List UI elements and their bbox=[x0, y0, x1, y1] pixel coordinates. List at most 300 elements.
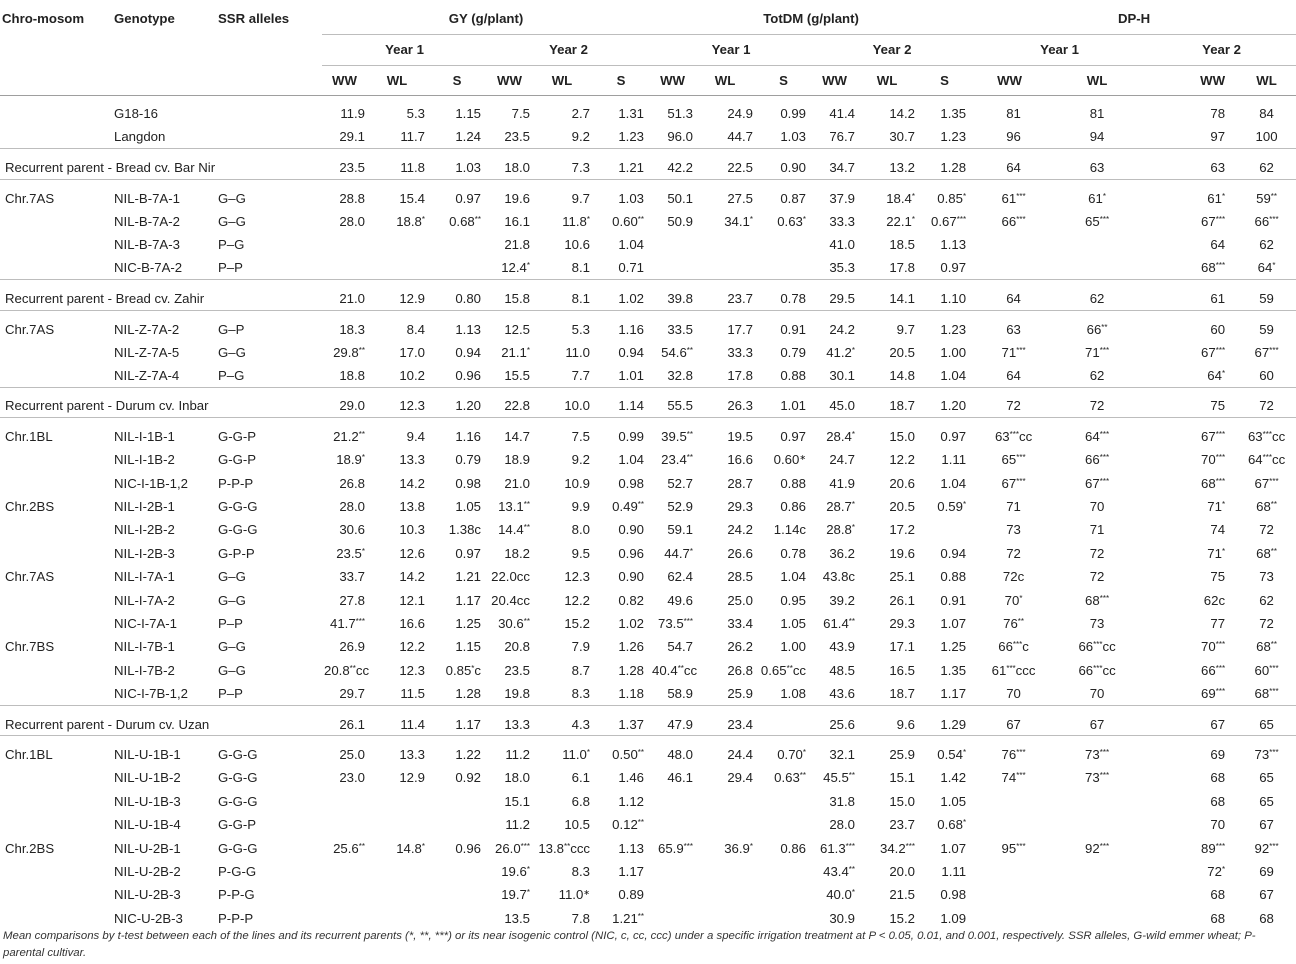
table-row bbox=[0, 471, 1296, 494]
value-cell: 19.8 bbox=[504, 685, 530, 701]
value-cell: 61* bbox=[1147, 179, 1237, 209]
value-cell: 26.6 bbox=[727, 545, 754, 561]
value-cell: 0.85* bbox=[917, 179, 972, 209]
value-cell: 35.3 bbox=[829, 260, 856, 276]
value-cell: 1.04 bbox=[780, 569, 807, 585]
value-cell: 20.6 bbox=[889, 475, 916, 491]
value-cell bbox=[695, 790, 755, 813]
value-cell: 12.2 bbox=[564, 592, 590, 608]
value-cell: 18.7 bbox=[889, 685, 916, 701]
value-cell: 30.6** bbox=[498, 616, 530, 631]
value-cell: 17.8 bbox=[889, 260, 916, 276]
value-cell: 0.98 bbox=[618, 475, 645, 491]
value-cell: 47.9 bbox=[650, 705, 695, 735]
value-cell: 0.59* bbox=[937, 499, 967, 515]
value-cell: 0.85*c bbox=[445, 662, 481, 678]
value-cell: 9.6 bbox=[857, 705, 917, 735]
ssr-cell: G–G bbox=[216, 179, 322, 209]
ssr-cell bbox=[216, 95, 322, 125]
value-cell: 0.94 bbox=[618, 344, 645, 360]
sub-header-ww: WW bbox=[812, 65, 857, 95]
value-cell: 67*** bbox=[1085, 475, 1110, 491]
value-cell: 19.6 bbox=[889, 545, 916, 561]
ssr-cell: G-P-P bbox=[218, 545, 255, 561]
value-cell: 75 bbox=[1147, 387, 1237, 417]
value-cell: 1.24 bbox=[455, 129, 481, 145]
value-cell bbox=[367, 233, 427, 256]
value-cell: 43.9 bbox=[829, 639, 856, 655]
value-cell: 7.9 bbox=[571, 639, 590, 655]
value-cell: 1.04 bbox=[618, 452, 645, 468]
value-cell: 30.9 bbox=[829, 910, 856, 926]
value-cell: 51.3 bbox=[650, 95, 695, 125]
value-cell: 0.90 bbox=[618, 522, 645, 538]
chromosome-cell bbox=[0, 907, 112, 930]
value-cell: 1.23 bbox=[940, 129, 967, 145]
value-cell: 1.23 bbox=[618, 129, 645, 145]
value-cell bbox=[755, 813, 812, 836]
value-cell: 6.8 bbox=[571, 793, 590, 809]
value-cell: 63***cc bbox=[1237, 418, 1296, 448]
value-cell: 15.1 bbox=[889, 770, 916, 786]
value-cell: 25.9 bbox=[857, 736, 917, 766]
value-cell: 41.9 bbox=[829, 475, 856, 491]
value-cell: 33.3 bbox=[727, 344, 754, 360]
chromosome-cell bbox=[0, 448, 112, 471]
value-cell: 68 bbox=[1210, 887, 1226, 903]
ssr-cell: G–G bbox=[218, 592, 246, 608]
value-cell bbox=[755, 907, 812, 930]
value-cell: 1.16 bbox=[427, 418, 487, 448]
value-cell: 59 bbox=[1237, 280, 1296, 310]
value-cell: 0.96 bbox=[618, 545, 645, 561]
value-cell: 21.0 bbox=[322, 280, 367, 310]
value-cell bbox=[322, 813, 367, 836]
value-cell: 62 bbox=[1259, 237, 1274, 253]
value-cell: 0.63** bbox=[774, 770, 807, 786]
genotype-cell: NIL-U-1B-1 bbox=[112, 736, 216, 766]
value-cell bbox=[427, 813, 487, 836]
value-cell: 12.9 bbox=[399, 770, 425, 786]
value-cell: 72 bbox=[1237, 387, 1296, 417]
value-cell bbox=[367, 813, 427, 836]
value-cell: 64 bbox=[1006, 367, 1021, 383]
value-cell: 1.28 bbox=[455, 685, 481, 701]
value-cell: 67*** bbox=[1254, 475, 1279, 491]
table-row bbox=[0, 341, 1296, 364]
col-header-totdm: TotDM (g/plant) bbox=[650, 0, 972, 34]
value-cell: 72c bbox=[1002, 569, 1025, 585]
value-cell: 1.03 bbox=[427, 149, 487, 179]
value-cell: 14.8 bbox=[889, 367, 916, 383]
ssr-cell bbox=[216, 125, 322, 148]
value-cell: 34.7 bbox=[812, 149, 857, 179]
value-cell: 0.70* bbox=[755, 736, 812, 766]
value-cell: 26.1 bbox=[889, 592, 916, 608]
value-cell: 70 bbox=[1210, 817, 1226, 833]
ssr-cell: P–P bbox=[218, 616, 243, 631]
value-cell: 19.5 bbox=[695, 418, 755, 448]
value-cell: 67 bbox=[1259, 817, 1274, 833]
value-cell: 0.79 bbox=[780, 344, 807, 360]
value-cell: 13.2 bbox=[857, 149, 917, 179]
value-cell: 69 bbox=[1147, 736, 1237, 766]
value-cell: 5.3 bbox=[532, 310, 592, 340]
value-cell: 20.8 bbox=[504, 639, 530, 655]
value-cell: 1.07 bbox=[940, 840, 967, 856]
value-cell: 34.2*** bbox=[880, 840, 916, 856]
value-cell: 61* bbox=[1047, 179, 1147, 209]
genotype-cell: NIC-I-7B-1,2 bbox=[114, 685, 189, 701]
value-cell: 23.5 bbox=[504, 129, 530, 145]
table-row bbox=[0, 448, 1296, 471]
value-cell: 1.03 bbox=[592, 179, 650, 209]
value-cell: 12.2 bbox=[889, 452, 916, 468]
value-cell: 12.9 bbox=[367, 280, 427, 310]
ssr-cell: P–G bbox=[218, 237, 245, 253]
value-cell: 58.9 bbox=[667, 685, 694, 701]
table-row bbox=[0, 310, 1296, 340]
value-cell bbox=[695, 256, 755, 279]
value-cell: 30.7 bbox=[889, 129, 916, 145]
value-cell: 36.9* bbox=[724, 840, 754, 856]
value-cell: 14.7 bbox=[487, 418, 532, 448]
value-cell: 0.78 bbox=[780, 545, 807, 561]
value-cell: 43.8c bbox=[822, 569, 856, 585]
value-cell: 10.2 bbox=[399, 367, 425, 383]
value-cell: 0.60∗ bbox=[773, 452, 807, 468]
value-cell: 10.6 bbox=[564, 237, 590, 253]
value-cell: 0.88 bbox=[780, 367, 807, 383]
value-cell: 63***cc bbox=[972, 418, 1047, 448]
value-cell: 100 bbox=[1255, 129, 1278, 145]
value-cell: 89*** bbox=[1201, 840, 1226, 856]
ssr-cell: G-G-G bbox=[216, 736, 322, 766]
value-cell: 0.94 bbox=[455, 344, 481, 360]
gy-year1-header: Year 1 bbox=[322, 34, 487, 65]
value-cell bbox=[367, 790, 427, 813]
value-cell: 73 bbox=[1006, 522, 1021, 538]
value-cell: 0.96 bbox=[455, 840, 481, 856]
value-cell: 14.2 bbox=[857, 95, 917, 125]
value-cell: 71* bbox=[1207, 499, 1226, 515]
value-cell: 29.1 bbox=[339, 129, 365, 145]
value-cell: 64* bbox=[1207, 367, 1226, 383]
chromosome-cell bbox=[0, 233, 112, 256]
value-cell: 42.2 bbox=[650, 149, 695, 179]
value-cell: 28.4* bbox=[812, 418, 857, 448]
chromosome-cell bbox=[0, 813, 112, 836]
footnote: Mean comparisons by t-test between each of the lines and its recurrent parents (*, **, ***) or its near isogenic control (NIC, c, cc, ccc) under a specific irrigation treatment at P < 0.05, 0.01, and 0.001, respectively. SSR alleles, G-wild emmer wheat; P-parental cultivar. bbox=[3, 930, 1256, 959]
value-cell bbox=[367, 883, 427, 906]
value-cell: 1.17 bbox=[618, 863, 645, 879]
value-cell: 21.1* bbox=[501, 344, 530, 360]
value-cell: 71* bbox=[1207, 545, 1226, 561]
value-cell: 1.01 bbox=[618, 367, 645, 383]
value-cell: 10.0 bbox=[532, 387, 592, 417]
ssr-cell: G–G bbox=[218, 213, 246, 229]
value-cell: 1.13 bbox=[940, 237, 967, 253]
value-cell: 12.3 bbox=[367, 387, 427, 417]
value-cell: 18.5 bbox=[889, 237, 916, 253]
value-cell: 7.5 bbox=[487, 95, 532, 125]
value-cell: 43.6 bbox=[829, 685, 856, 701]
value-cell: 66** bbox=[1047, 310, 1147, 340]
value-cell: 1.29 bbox=[917, 705, 972, 735]
chromosome-cell bbox=[0, 125, 112, 148]
value-cell: 0.68** bbox=[449, 213, 481, 229]
value-cell: 1.02 bbox=[618, 616, 645, 631]
value-cell bbox=[1047, 790, 1147, 813]
value-cell: 10.9 bbox=[564, 475, 590, 491]
value-cell: 1.21** bbox=[612, 910, 645, 926]
value-cell: 1.21 bbox=[592, 149, 650, 179]
value-cell: 92*** bbox=[1085, 840, 1110, 856]
value-cell: 68*** bbox=[1201, 475, 1226, 491]
value-cell: 25.0 bbox=[727, 592, 754, 608]
dph-year1-header: Year 1 bbox=[972, 34, 1147, 65]
ssr-cell: G–G bbox=[218, 569, 246, 585]
value-cell: 0.88 bbox=[940, 569, 967, 585]
value-cell bbox=[427, 256, 487, 279]
value-cell: 23.5 bbox=[504, 662, 530, 678]
value-cell: 26.9 bbox=[339, 639, 365, 655]
value-cell: 0.65**cc bbox=[760, 662, 807, 678]
value-cell: 1.07 bbox=[940, 616, 967, 631]
value-cell: 0.97 bbox=[940, 260, 967, 276]
sub-header-s: S bbox=[427, 65, 487, 95]
value-cell: 1.17 bbox=[427, 705, 487, 735]
value-cell bbox=[972, 233, 1047, 256]
value-cell: 1.01 bbox=[755, 387, 812, 417]
value-cell: 1.25 bbox=[455, 616, 481, 631]
value-cell: 66*** bbox=[1254, 213, 1279, 229]
value-cell: 13.5 bbox=[504, 910, 530, 926]
table-row bbox=[0, 95, 1296, 125]
value-cell: 20.5 bbox=[889, 499, 916, 515]
value-cell: 67*** bbox=[1201, 344, 1226, 360]
value-cell: 22.8 bbox=[487, 387, 532, 417]
value-cell: 34.1* bbox=[724, 213, 754, 229]
value-cell: 18.4* bbox=[857, 179, 917, 209]
value-cell: 1.09 bbox=[940, 910, 967, 926]
value-cell: 9.5 bbox=[571, 545, 590, 561]
value-cell: 26.8 bbox=[727, 662, 754, 678]
value-cell: 28.7 bbox=[727, 475, 754, 491]
value-cell: 76.7 bbox=[829, 129, 856, 145]
value-cell: 62c bbox=[1203, 592, 1226, 608]
value-cell: 67 bbox=[1147, 705, 1237, 735]
ssr-cell: G–G bbox=[218, 344, 246, 360]
value-cell: 1.11 bbox=[941, 452, 967, 468]
genotype-cell: Langdon bbox=[114, 129, 166, 145]
value-cell: 70* bbox=[1004, 592, 1023, 608]
value-cell: 1.04 bbox=[940, 367, 967, 383]
table-row bbox=[0, 766, 1296, 789]
value-cell: 73*** bbox=[1085, 770, 1110, 786]
value-cell: 29.7 bbox=[339, 685, 365, 701]
genotype-cell: NIC-U-2B-3 bbox=[114, 910, 183, 926]
ssr-cell: P-P-G bbox=[218, 887, 255, 903]
value-cell: 0.54* bbox=[917, 736, 972, 766]
value-cell bbox=[427, 907, 487, 930]
sub-header-wl: WL bbox=[695, 65, 755, 95]
value-cell: 70 bbox=[1089, 499, 1105, 515]
value-cell bbox=[650, 813, 695, 836]
value-cell: 0.90 bbox=[618, 569, 645, 585]
value-cell: 0.98 bbox=[940, 887, 967, 903]
value-cell: 0.97 bbox=[427, 179, 487, 209]
value-cell: 8.4 bbox=[367, 310, 427, 340]
value-cell: 36.2 bbox=[829, 545, 856, 561]
value-cell: 23.5* bbox=[336, 545, 365, 561]
sub-header-wl: WL bbox=[1047, 65, 1147, 95]
genotype-cell: NIC-B-7A-2 bbox=[114, 260, 183, 276]
value-cell: 67*** bbox=[1254, 344, 1279, 360]
value-cell: 20.8**cc bbox=[324, 662, 370, 678]
value-cell: 7.5 bbox=[532, 418, 592, 448]
col-header-chromosome: Chro-mosom bbox=[2, 11, 85, 26]
value-cell: 70*** bbox=[1201, 452, 1226, 468]
value-cell: 63 bbox=[1047, 149, 1147, 179]
totdm-year2-header: Year 2 bbox=[812, 34, 972, 65]
genotype-cell: NIL-B-7A-2 bbox=[114, 213, 180, 229]
value-cell bbox=[1047, 233, 1147, 256]
value-cell: 24.7 bbox=[829, 452, 856, 468]
col-header-dph: DP-H bbox=[972, 0, 1296, 34]
value-cell: 72 bbox=[1047, 387, 1147, 417]
value-cell: 21.8 bbox=[504, 237, 530, 253]
value-cell: 0.91 bbox=[755, 310, 812, 340]
value-cell: 60*** bbox=[1254, 662, 1279, 678]
chromosome-cell bbox=[0, 659, 112, 682]
value-cell bbox=[322, 256, 367, 279]
value-cell: 1.25 bbox=[940, 639, 967, 655]
value-cell: 1.28 bbox=[618, 662, 645, 678]
genotype-cell: NIC-I-7A-1 bbox=[114, 616, 178, 631]
value-cell bbox=[695, 813, 755, 836]
value-cell bbox=[367, 860, 427, 883]
value-cell: 18.2 bbox=[504, 545, 530, 561]
sub-header-ww: WW bbox=[1147, 65, 1237, 95]
value-cell: 28.0 bbox=[829, 817, 856, 833]
table-row bbox=[0, 883, 1296, 906]
value-cell: 0.99 bbox=[755, 95, 812, 125]
value-cell: 0.82 bbox=[618, 592, 645, 608]
value-cell: 65.9*** bbox=[658, 840, 694, 856]
value-cell: 1.21 bbox=[455, 569, 481, 585]
table-row bbox=[0, 635, 1296, 658]
value-cell: 23.7 bbox=[695, 280, 755, 310]
ssr-cell: P–G bbox=[218, 367, 245, 383]
value-cell: 65*** bbox=[1085, 213, 1110, 229]
value-cell: 0.50** bbox=[592, 736, 650, 766]
value-cell: 48.0 bbox=[650, 736, 695, 766]
value-cell: 25.0 bbox=[322, 736, 367, 766]
value-cell: 10.5 bbox=[564, 817, 590, 833]
value-cell bbox=[650, 233, 695, 256]
value-cell: 1.22 bbox=[427, 736, 487, 766]
value-cell: 67*** bbox=[1147, 418, 1237, 448]
value-cell: 50.1 bbox=[650, 179, 695, 209]
value-cell bbox=[1047, 256, 1147, 279]
value-cell: 1.05 bbox=[780, 616, 807, 631]
value-cell: 68 bbox=[1259, 910, 1274, 926]
value-cell: 61*** bbox=[972, 179, 1047, 209]
recurrent-parent-label: Recurrent parent - Durum cv. Inbar bbox=[0, 387, 322, 417]
value-cell: 29.3 bbox=[727, 499, 754, 515]
value-cell: 0.86 bbox=[780, 840, 807, 856]
value-cell: 15.1 bbox=[504, 793, 530, 809]
value-cell: 40.0* bbox=[826, 887, 856, 903]
chromosome-cell: Chr.7AS bbox=[5, 569, 55, 585]
value-cell: 71 bbox=[1006, 499, 1021, 515]
value-cell: 0.63* bbox=[777, 213, 807, 229]
value-cell: 66*** bbox=[1001, 213, 1026, 229]
value-cell bbox=[695, 860, 755, 883]
value-cell: 81 bbox=[1047, 95, 1147, 125]
table-body bbox=[0, 95, 1296, 930]
col-header-gy: GY (g/plant) bbox=[322, 0, 650, 34]
value-cell: 19.6* bbox=[501, 863, 530, 879]
ssr-cell: P-G-G bbox=[218, 863, 257, 879]
value-cell: 66*** bbox=[1201, 662, 1226, 678]
value-cell bbox=[427, 883, 487, 906]
value-cell: 11.0 bbox=[565, 344, 590, 360]
chromosome-cell bbox=[0, 95, 112, 125]
genotype-cell: NIC-I-1B-1,2 bbox=[114, 475, 189, 491]
value-cell: 11.0∗ bbox=[558, 887, 590, 903]
table-row bbox=[0, 836, 1296, 859]
ssr-cell: G–G bbox=[218, 639, 246, 655]
value-cell: 0.60** bbox=[612, 213, 645, 229]
value-cell: 67 bbox=[1047, 705, 1147, 735]
value-cell: 25.6** bbox=[333, 840, 365, 856]
table-row bbox=[0, 790, 1296, 813]
value-cell: 1.13 bbox=[618, 840, 645, 856]
value-cell: 63 bbox=[972, 310, 1047, 340]
value-cell: 8.3 bbox=[571, 863, 590, 879]
value-cell bbox=[427, 233, 487, 256]
value-cell: 1.31 bbox=[592, 95, 650, 125]
value-cell: 18.0 bbox=[504, 770, 530, 786]
value-cell: 0.89 bbox=[618, 887, 645, 903]
value-cell: 1.03 bbox=[780, 129, 807, 145]
chromosome-cell bbox=[0, 364, 112, 387]
value-cell: 1.20 bbox=[917, 387, 972, 417]
value-cell: 17.0 bbox=[399, 344, 425, 360]
value-cell: 62 bbox=[1089, 367, 1105, 383]
chromosome-cell bbox=[0, 341, 112, 364]
genotype-cell: NIL-U-2B-2 bbox=[114, 863, 181, 879]
value-cell: 0.97 bbox=[917, 418, 972, 448]
recurrent-parent-label: Recurrent parent - Bread cv. Bar Nir bbox=[0, 149, 322, 179]
value-cell: 71 bbox=[1089, 522, 1105, 538]
value-cell: 1.15 bbox=[427, 95, 487, 125]
value-cell: 65*** bbox=[1001, 452, 1026, 468]
chromosome-cell: Chr.2BS bbox=[5, 499, 55, 515]
value-cell: 25.6 bbox=[812, 705, 857, 735]
value-cell bbox=[650, 860, 695, 883]
genotype-cell: NIL-I-7B-1 bbox=[114, 639, 175, 655]
genotype-cell: NIL-Z-7A-2 bbox=[112, 310, 216, 340]
value-cell bbox=[427, 860, 487, 883]
table-row bbox=[0, 860, 1296, 883]
value-cell: 67 bbox=[1259, 887, 1274, 903]
value-cell: 70*** bbox=[1201, 639, 1226, 655]
value-cell: 14.4** bbox=[498, 522, 530, 538]
value-cell: 68** bbox=[1256, 639, 1278, 655]
